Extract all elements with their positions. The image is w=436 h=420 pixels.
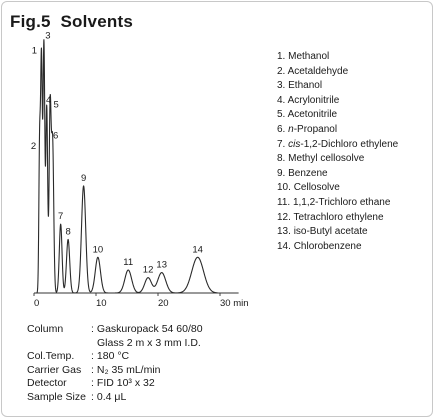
peak-label: 2 xyxy=(30,140,37,152)
legend-number: 14. xyxy=(277,240,294,252)
legend-number: 7. xyxy=(277,138,289,150)
legend-number: 5. xyxy=(277,109,288,121)
legend-prefix: n xyxy=(288,123,294,135)
condition-value: : 0.4 μL xyxy=(91,391,126,405)
condition-value: : 180 °C xyxy=(91,350,129,364)
peak-label: 3 xyxy=(45,30,51,42)
legend-compound-name: Ethanol xyxy=(288,80,323,92)
legend-compound-name: -Propanol xyxy=(293,123,338,135)
chromatogram-trace xyxy=(36,40,217,293)
legend-compound-name: Benzene xyxy=(288,167,328,179)
legend-number: 8. xyxy=(277,153,289,165)
peak-label: 13 xyxy=(156,259,168,271)
legend-item xyxy=(277,152,398,167)
condition-value: : FID 10³ x 32 xyxy=(91,377,155,391)
legend-item xyxy=(277,94,398,109)
peak-label: 1 xyxy=(31,45,38,57)
legend-item xyxy=(277,225,398,240)
legend-compound-name: Methyl cellosolve xyxy=(288,153,365,165)
peak-label: 8 xyxy=(65,226,71,238)
x-tick-label: 0 xyxy=(34,298,40,309)
peak-label: 4 xyxy=(46,94,52,106)
legend-item xyxy=(277,167,398,182)
condition-label: Col.Temp. xyxy=(27,350,75,363)
legend-number: 6. xyxy=(277,123,289,135)
condition-value: : N₂ 35 mL/min xyxy=(91,364,161,378)
figure-title: Fig.5 Solvents xyxy=(10,12,133,31)
x-tick-label: 10 xyxy=(96,298,107,309)
legend-item xyxy=(277,79,398,94)
legend-compound-name: Chlorobenzene xyxy=(293,240,362,252)
peak-label: 14 xyxy=(192,244,203,256)
peak-label: 9 xyxy=(80,172,87,184)
x-tick-label: 20 xyxy=(158,298,169,309)
peak-label: 6 xyxy=(52,130,59,142)
legend-number: 1. xyxy=(277,51,289,62)
legend-item xyxy=(277,240,398,255)
legend-compound-name: Acetonitrile xyxy=(287,109,338,121)
legend-number: 10. xyxy=(277,182,294,194)
legend-compound-name: 1,1,2-Trichloro ethane xyxy=(292,196,391,208)
peak-label: 7 xyxy=(58,211,64,223)
condition-value: Glass 2 m x 3 mm I.D. xyxy=(97,336,201,349)
condition-label: Column xyxy=(27,323,64,335)
peak-label: 11 xyxy=(123,257,134,269)
legend-number: 11. xyxy=(277,196,293,208)
peak-label: 12 xyxy=(142,264,154,276)
legend-item xyxy=(277,123,398,138)
legend-compound-name: Acrylonitrile xyxy=(287,94,340,106)
legend-compound-name: iso-Butyl acetate xyxy=(293,226,368,238)
peak-label: 10 xyxy=(92,244,104,256)
peak-label: 5 xyxy=(53,99,59,111)
legend-item xyxy=(277,138,398,153)
legend-compound-name: Methanol xyxy=(288,51,330,62)
legend-compound-name: Tetrachloro ethylene xyxy=(293,211,384,223)
condition-label: Carrier Gas xyxy=(27,363,82,376)
legend-number: 9. xyxy=(277,167,289,179)
legend-item xyxy=(277,211,398,226)
legend-number: 12. xyxy=(277,211,294,223)
legend-number: 13. xyxy=(277,226,294,238)
legend-number: 2. xyxy=(277,65,288,77)
condition-label: Detector xyxy=(27,377,67,390)
legend-compound-name: Acetaldehyde xyxy=(287,65,349,77)
legend-item xyxy=(277,181,398,196)
peak-legend xyxy=(277,50,398,254)
x-tick-label: 30 min xyxy=(220,298,249,309)
legend-number: 3. xyxy=(277,80,289,92)
condition-value: : Gaskuropack 54 60/80 xyxy=(91,323,203,337)
legend-prefix: cis xyxy=(288,138,301,150)
legend-compound-name: -1,2-Dichloro ethylene xyxy=(300,138,399,150)
legend-item xyxy=(277,65,398,80)
condition-label: Sample Size xyxy=(27,390,86,403)
legend-compound-name: Cellosolve xyxy=(293,182,340,194)
legend-item xyxy=(277,50,398,65)
legend-item xyxy=(277,108,398,123)
chromatogram-plot xyxy=(31,31,249,309)
legend-number: 4. xyxy=(277,94,288,106)
legend-item xyxy=(277,196,398,211)
